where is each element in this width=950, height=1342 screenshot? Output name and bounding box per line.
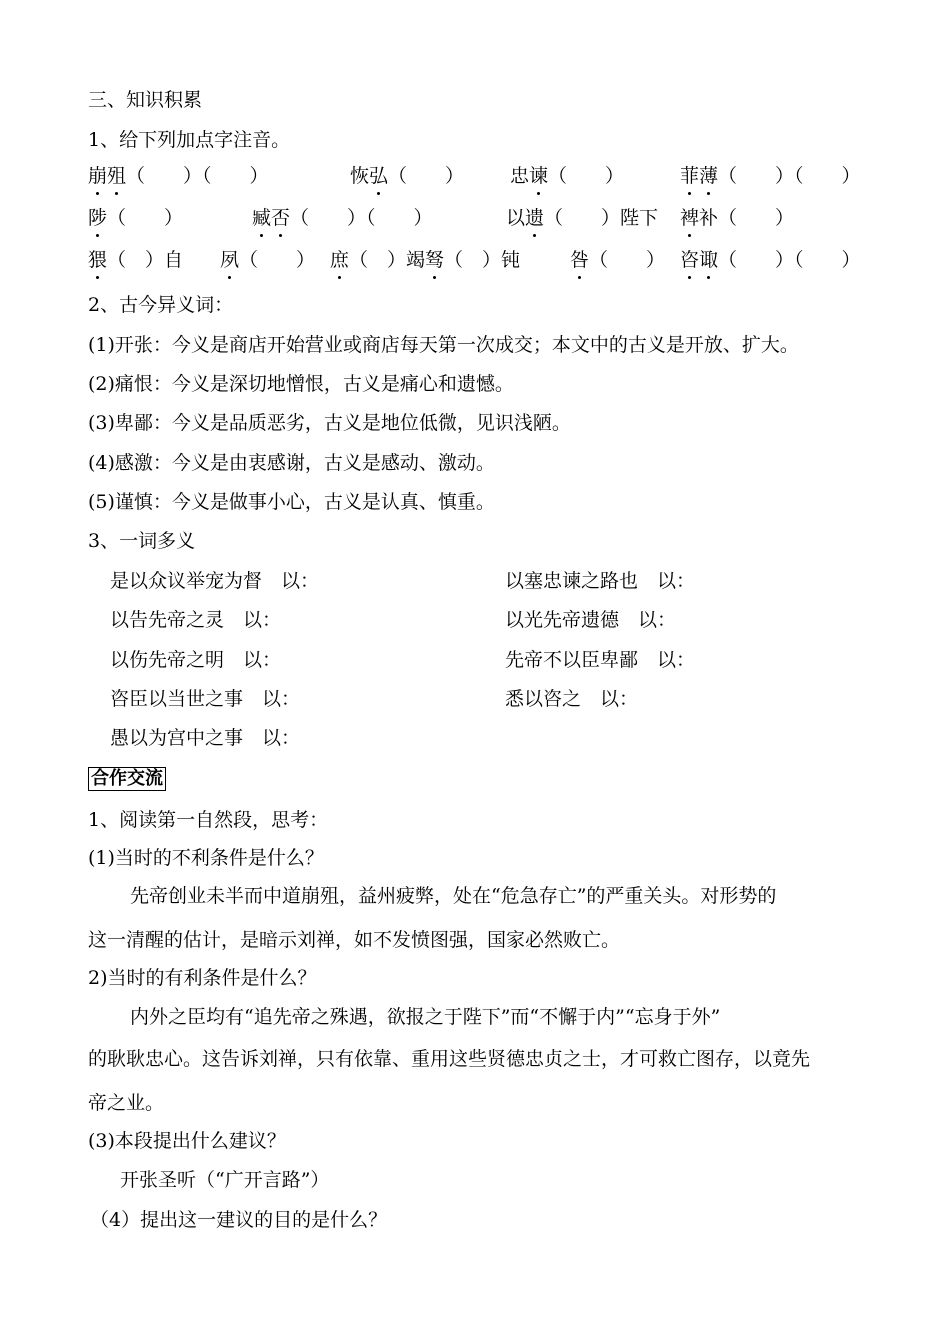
reading-1-title: 1、阅读第一自然段，思考： [88, 809, 329, 831]
pinyin-item-zangpi: 臧否（ ）（ ） [252, 207, 433, 229]
pinyin-item-bengcu: 崩殂（ ）（ ） [88, 165, 269, 187]
reading-1-answer-2-line-3: 帝之业。 [88, 1092, 165, 1114]
pinyin-item-weizi: 猥（ ）自 [88, 249, 184, 271]
pinyin-item-huihong: 恢弘（ ） [350, 165, 465, 187]
pinyin-item-yiwei: 以遗（ ）陛下 [506, 207, 659, 229]
q2-item-2: (2)痛恨：今义是深切地憎恨，古义是痛心和遗憾。 [88, 373, 514, 395]
question-1-title: 1、给下列加点字注音。 [88, 129, 291, 151]
reading-1-answer-2-line-2: 的耿耿忠心。这告诉刘禅，只有依靠、重用这些贤德忠贞之士，才可救亡图存，以竟先 [88, 1048, 811, 1070]
reading-1-question-1: (1)当时的不利条件是什么？ [88, 847, 324, 869]
q3-left-4: 咨臣以当世之事 以： [110, 688, 301, 710]
reading-1-question-3: (3)本段提出什么建议？ [88, 1130, 286, 1152]
q3-left-5: 愚以为宫中之事 以： [110, 727, 301, 749]
q2-item-5: (5)谨慎：今义是做事小心，古义是认真、慎重。 [88, 491, 495, 513]
pinyin-item-su: 夙（ ） [220, 249, 316, 271]
pinyin-item-jiu: 咎（ ） [570, 249, 666, 271]
reading-1-answer-2-line-1: 内外之臣均有“追先帝之殊遇，欲报之于陛下”而“不懈于内”“忘身于外” [130, 1006, 721, 1028]
cooperation-heading: 合作交流 [88, 767, 166, 791]
pinyin-item-shu-nu: 庶（ ）竭驽（ ）钝 [330, 249, 521, 271]
section-3-heading: 三、知识积累 [88, 89, 203, 111]
q3-left-3: 以伤先帝之明 以： [110, 649, 282, 671]
reading-1-answer-1-line-1: 先帝创业未半而中道崩殂，益州疲弊，处在“危急存亡”的严重关头。对形势的 [130, 885, 777, 907]
reading-1-question-4: （4）提出这一建议的目的是什么？ [90, 1209, 388, 1231]
q3-right-3: 先帝不以臣卑鄙 以： [505, 649, 696, 671]
q2-item-4: (4)感激：今义是由衷感谢，古义是感动、激动。 [88, 452, 495, 474]
reading-1-question-2: 2)当时的有利条件是什么？ [88, 967, 317, 989]
q3-left-1: 是以众议举宠为督 以： [110, 570, 320, 592]
pinyin-item-zhi: 陟（ ） [88, 207, 184, 229]
reading-1-answer-1-line-2: 这一清醒的估计，是暗示刘禅，如不发愤图强，国家必然败亡。 [88, 929, 621, 951]
pinyin-item-zizou: 咨诹（ ）（ ） [680, 249, 861, 271]
pinyin-item-bibu: 裨补（ ） [680, 207, 795, 229]
q3-left-2: 以告先帝之灵 以： [110, 609, 282, 631]
q2-item-3: (3)卑鄙：今义是品质恶劣，古义是地位低微，见识浅陋。 [88, 412, 571, 434]
q2-item-1: (1)开张：今义是商店开始营业或商店每天第一次成交；本文中的古义是开放、扩大。 [88, 334, 799, 356]
question-3-title: 3、一词多义 [88, 530, 196, 552]
q3-right-1: 以塞忠谏之路也 以： [505, 570, 696, 592]
question-2-title: 2、古今异义词： [88, 294, 234, 316]
pinyin-item-feibo: 菲薄（ ）（ ） [680, 165, 861, 187]
q3-right-4: 悉以咨之 以： [505, 688, 639, 710]
q3-right-2: 以光先帝遗德 以： [505, 609, 677, 631]
pinyin-item-zhongjian: 忠谏（ ） [510, 165, 625, 187]
reading-1-answer-3: 开张圣听（“广开言路”） [120, 1169, 330, 1191]
